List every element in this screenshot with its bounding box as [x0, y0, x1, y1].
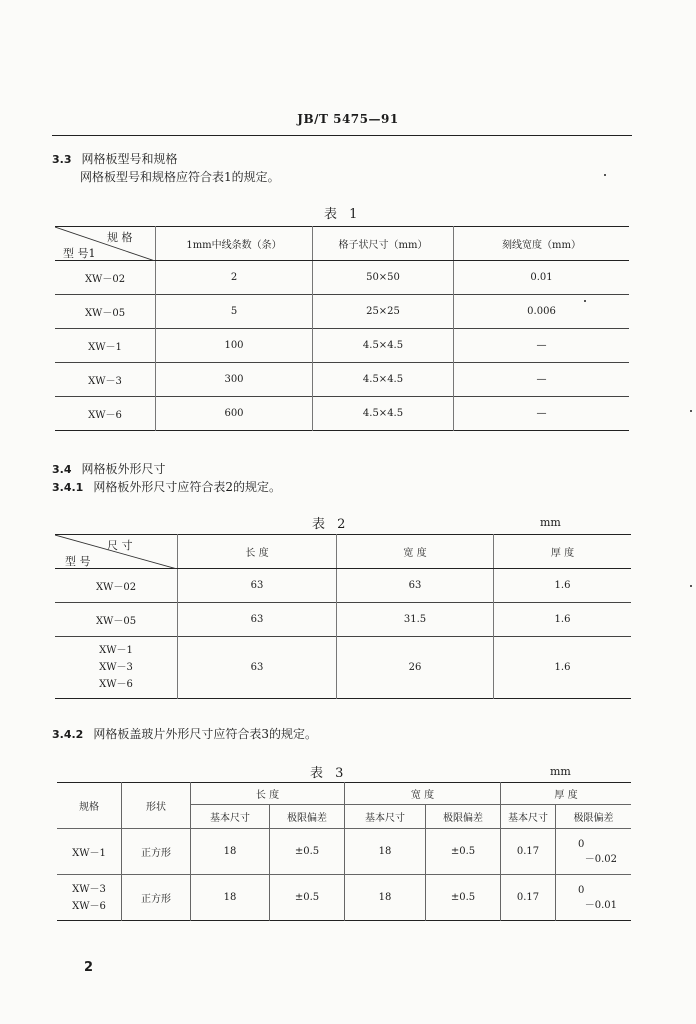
scan-speck: [690, 585, 692, 587]
column-header: 长 度: [178, 535, 337, 569]
line-width-cell: —: [454, 329, 630, 363]
model-cell: XW－1: [55, 329, 156, 363]
tolerance-upper: 0: [578, 884, 585, 896]
table-2-caption: 表 2: [312, 517, 350, 532]
length-cell: 63: [178, 603, 337, 637]
width-basic-cell: 18: [345, 829, 426, 875]
scan-speck: [584, 300, 586, 302]
model-label: XW－6: [99, 679, 133, 690]
grid-size-cell: 4.5×4.5: [313, 329, 454, 363]
table-1-caption: 表 1: [324, 207, 362, 222]
table-2-unit: mm: [540, 516, 561, 529]
width-cell: 31.5: [337, 603, 494, 637]
table-row: [55, 603, 631, 637]
scan-speck: [604, 174, 606, 176]
table-row: [57, 829, 631, 875]
thickness-tolerance-cell: [556, 829, 632, 875]
table-row: [55, 363, 629, 397]
column-header: 1mm中线条数（条）: [156, 227, 313, 261]
table-row: [55, 329, 629, 363]
sub-header: 基本尺寸: [345, 805, 426, 829]
lines-cell: 2: [156, 261, 313, 295]
corner-label-bottom: 型 号: [65, 555, 91, 568]
table-3: [57, 782, 631, 921]
length-basic-cell: 18: [191, 829, 270, 875]
header-rule: [52, 135, 632, 136]
table-1: [55, 226, 629, 431]
section-3-4-1-text: [52, 478, 281, 495]
sub-header: 极限偏差: [556, 805, 632, 829]
corner-label-top: 尺 寸: [107, 539, 133, 552]
section-3-3-heading: [52, 150, 178, 167]
column-header: 形状: [122, 783, 191, 829]
width-tolerance-cell: ±0.5: [426, 829, 501, 875]
line-width-cell: 0.01: [454, 261, 630, 295]
sub-header: 基本尺寸: [191, 805, 270, 829]
scan-speck: [690, 410, 692, 412]
model-label: XW－3: [99, 662, 133, 673]
table-3-unit: mm: [550, 765, 571, 778]
thickness-basic-cell: 0.17: [501, 875, 556, 921]
model-label: XW－1: [99, 645, 133, 656]
standard-code-header: JB/T 5475—91: [297, 112, 399, 126]
section-3-4-heading: [52, 460, 166, 477]
sub-header: 极限偏差: [426, 805, 501, 829]
model-cell: XW－05: [55, 295, 156, 329]
column-header: 格子状尺寸（mm）: [313, 227, 454, 261]
table-row: [55, 569, 631, 603]
section-text: 网格板外形尺寸应符合表2的规定。: [93, 480, 281, 494]
section-number: 3.4.1: [52, 481, 84, 494]
width-cell: 26: [337, 637, 494, 699]
model-cell: [55, 637, 178, 699]
column-header: 宽 度: [337, 535, 494, 569]
tolerance-lower: －0.01: [584, 899, 617, 911]
model-cell: XW－6: [55, 397, 156, 431]
grid-size-cell: 25×25: [313, 295, 454, 329]
section-number: 3.4.2: [52, 728, 84, 741]
shape-cell: 正方形: [122, 829, 191, 875]
thickness-basic-cell: 0.17: [501, 829, 556, 875]
group-header: 宽 度: [345, 783, 501, 805]
width-tolerance-cell: ±0.5: [426, 875, 501, 921]
column-header: 刻线宽度（mm）: [454, 227, 630, 261]
sub-header: 基本尺寸: [501, 805, 556, 829]
width-basic-cell: 18: [345, 875, 426, 921]
section-number: 3.4: [52, 463, 72, 476]
lines-cell: 100: [156, 329, 313, 363]
table-1-corner-cell: [55, 227, 156, 261]
group-header: 长 度: [191, 783, 345, 805]
shape-cell: 正方形: [122, 875, 191, 921]
table-2-corner-cell: [55, 535, 178, 569]
table-row: [55, 295, 629, 329]
group-header: 厚 度: [501, 783, 632, 805]
line-width-cell: —: [454, 397, 630, 431]
grid-size-cell: 4.5×4.5: [313, 397, 454, 431]
lines-cell: 300: [156, 363, 313, 397]
corner-label-bottom: 型 号1: [63, 247, 96, 260]
model-cell: XW－3: [55, 363, 156, 397]
section-number: 3.3: [52, 153, 72, 166]
section-text: 网格板盖玻片外形尺寸应符合表3的规定。: [93, 727, 317, 741]
page-number: 2: [84, 960, 94, 975]
spec-label: XW－3: [72, 883, 106, 895]
grid-size-cell: 4.5×4.5: [313, 363, 454, 397]
table-2: [55, 534, 631, 699]
table-row: [55, 261, 629, 295]
spec-label: XW－6: [72, 900, 106, 912]
line-width-cell: —: [454, 363, 630, 397]
length-cell: 63: [178, 637, 337, 699]
table-row: [57, 875, 631, 921]
length-cell: 63: [178, 569, 337, 603]
width-cell: 63: [337, 569, 494, 603]
lines-cell: 600: [156, 397, 313, 431]
model-cell: XW－05: [55, 603, 178, 637]
table-row: [55, 637, 631, 699]
sub-header: 极限偏差: [270, 805, 345, 829]
table-3-caption: 表 3: [310, 766, 348, 781]
length-basic-cell: 18: [191, 875, 270, 921]
length-tolerance-cell: ±0.5: [270, 829, 345, 875]
lines-cell: 5: [156, 295, 313, 329]
thickness-tolerance-cell: [556, 875, 632, 921]
corner-label-top: 规 格: [107, 231, 133, 244]
section-title: 网格板外形尺寸: [81, 462, 166, 476]
thickness-cell: 1.6: [494, 637, 632, 699]
tolerance-upper: 0: [578, 838, 585, 850]
section-title: 网格板型号和规格: [81, 152, 178, 166]
column-header: 厚 度: [494, 535, 632, 569]
model-cell: XW－02: [55, 569, 178, 603]
spec-cell: [57, 875, 122, 921]
section-3-4-2-text: [52, 725, 317, 742]
thickness-cell: 1.6: [494, 569, 632, 603]
table-row: [55, 397, 629, 431]
spec-cell: XW－1: [57, 829, 122, 875]
tolerance-lower: －0.02: [584, 853, 617, 865]
length-tolerance-cell: ±0.5: [270, 875, 345, 921]
grid-size-cell: 50×50: [313, 261, 454, 295]
thickness-cell: 1.6: [494, 603, 632, 637]
section-3-3-text: 网格板型号和规格应符合表1的规定。: [80, 170, 280, 184]
line-width-cell: 0.006: [454, 295, 630, 329]
model-cell: XW－02: [55, 261, 156, 295]
column-header: 规格: [57, 783, 122, 829]
